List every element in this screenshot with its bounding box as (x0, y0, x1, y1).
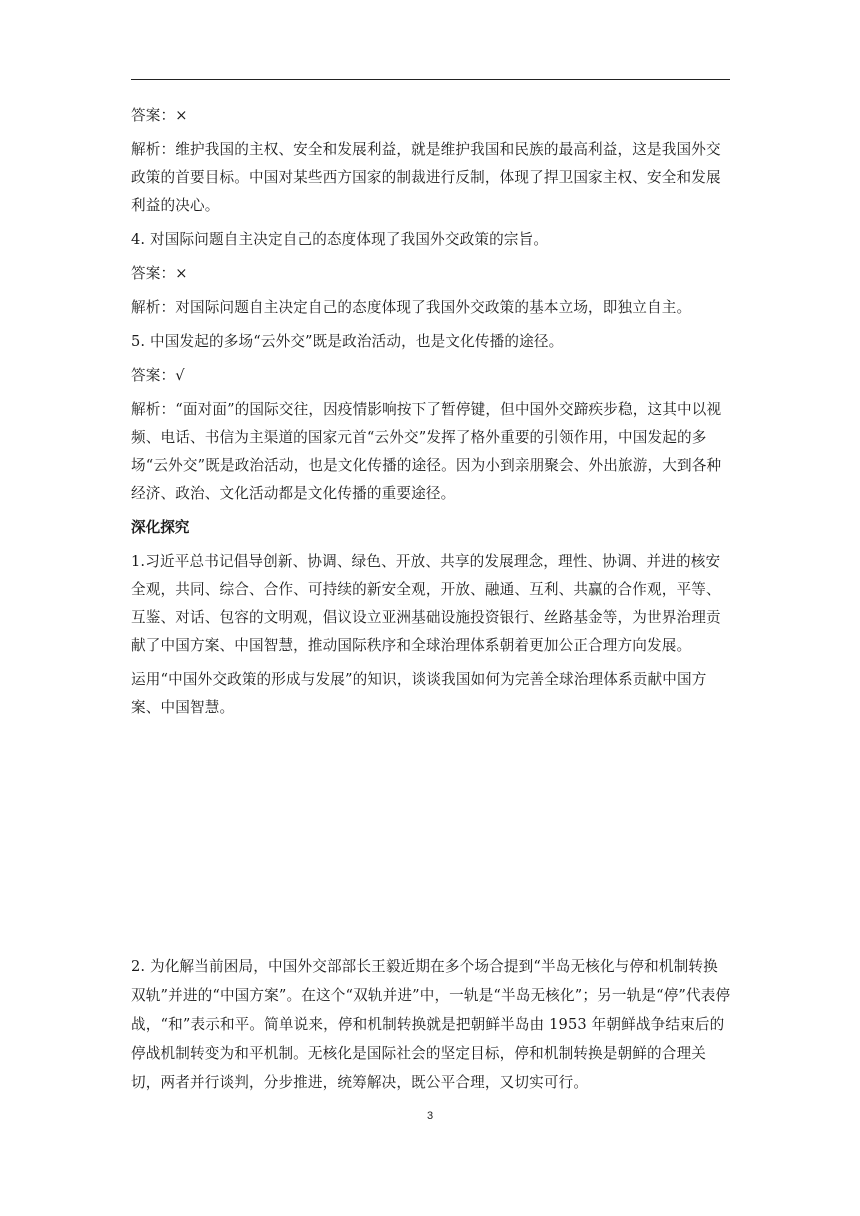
question-4: 4. 对国际问题自主决定自己的态度体现了我国外交政策的宗旨。 (131, 231, 549, 248)
question-5: 5. 中国发起的多场“云外交”既是政治活动，也是文化传播的途径。 (131, 333, 564, 350)
page-number: 3 (426, 1110, 434, 1122)
inquiry-question-1: 1.习近平总书记倡导创新、协调、绿色、开放、共享的发展理念，理性、协调、并进的核安全观，共同、综合、合作、可持续的新安全观，开放、融通、互利、共赢的合作观，平等、互鉴、对话、包容的文明观，倡议设立亚洲基础设施投资银行、丝路基金等，为世界治理贡献了中国方案、中国智慧，推动国际秩序和全球治理体系朝着更加公正合理方向发展。 (131, 553, 721, 654)
header-rule (131, 79, 730, 80)
document-body (131, 102, 731, 728)
answer-4: 答案：× (131, 265, 188, 282)
inquiry-prompt-1: 运用“中国外交政策的形成与发展”的知识，谈谈我国如何为完善全球治理体系贡献中国方案、中国智慧。 (131, 671, 707, 716)
section-heading: 深化探究 (131, 519, 190, 536)
inquiry-question-2: 2. 为化解当前困局，中国外交部部长王毅近期在多个场合提到“半岛无核化与停和机制转换双轨”并进的“中国方案”。在这个“双轨并进”中，一轨是“半岛无核化”；另一轨是“停”代表停战，“和”表示和平。简单说来，停和机制转换就是把朝鲜半岛由 1953 年朝鲜战争结束后的停战机制转变为和平机制。无核化是国际社会的坚定目标，停和机制转换是朝鲜的合理关切，两者并行谈判，分步推进，统筹解决，既公平合理，又切实可行。 (131, 958, 731, 1091)
analysis-4: 解析：对国际问题自主决定自己的态度体现了我国外交政策的基本立场，即独立自主。 (131, 299, 692, 316)
analysis-3: 解析：维护我国的主权、安全和发展利益，就是维护我国和民族的最高利益，这是我国外交政策的首要目标。中国对某些西方国家的制裁进行反制，体现了捍卫国家主权、安全和发展利益的决心。 (131, 141, 721, 214)
answer-3: 答案：× (131, 107, 188, 124)
answer-5: 答案：√ (131, 367, 185, 384)
analysis-5: 解析：“面对面”的国际交往，因疫情影响按下了暂停键，但中国外交蹄疾步稳，这其中以视频、电话、书信为主渠道的国家元首“云外交”发挥了格外重要的引领作用，中国发起的多场“云外交”既是政治活动，也是文化传播的途径。因为小到亲朋聚会、外出旅游，大到各种经济、政治、文化活动都是文化传播的重要途径。 (131, 401, 722, 502)
inquiry-question-2-block (131, 952, 731, 1097)
